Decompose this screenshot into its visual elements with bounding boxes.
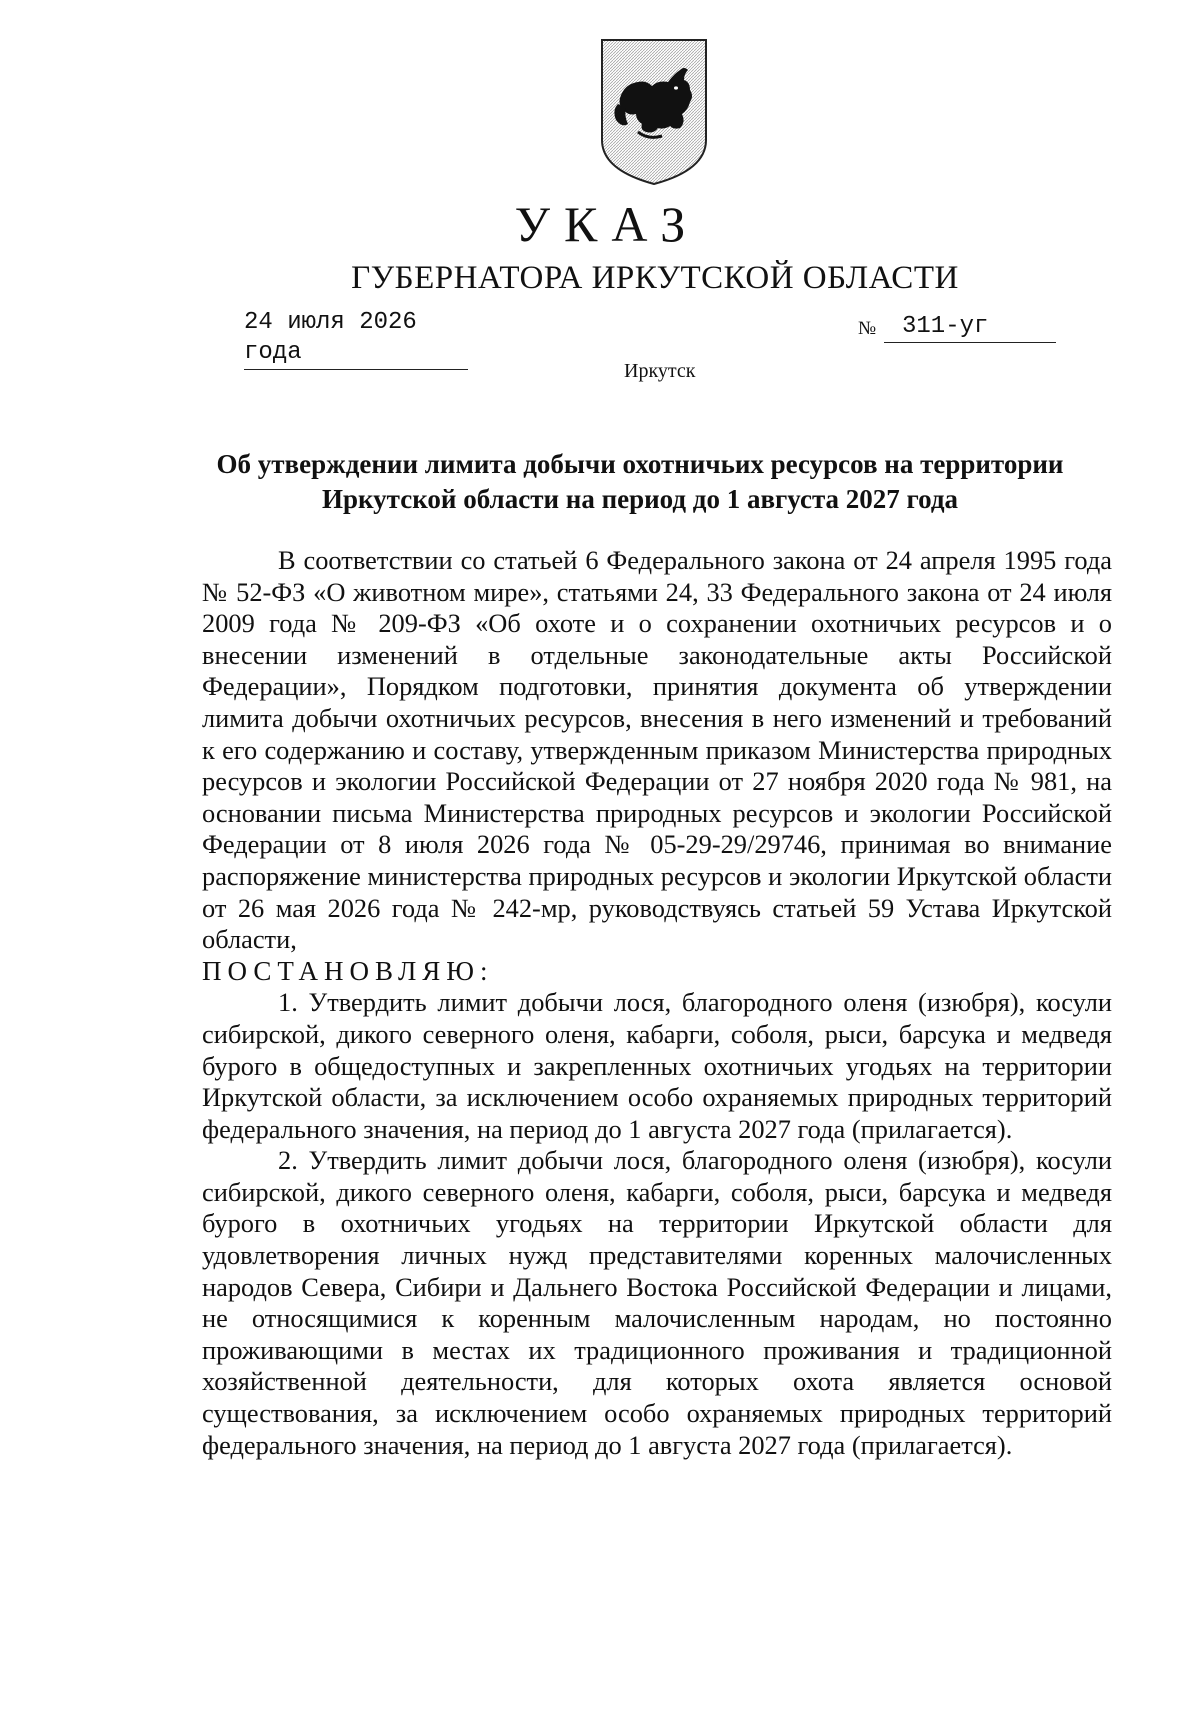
document-date: 24 июля 2026 года <box>244 308 468 370</box>
document-body <box>202 545 1112 1461</box>
list-item: 2. Утвердить лимит добычи лося, благородного оленя (изюбря), косули сибирской, дикого северного оленя, кабарги, соболя, рыси, барсука и медведя бурого в охотничьих угодьях на территории Иркутской области для удовлетворения личных нужд представителями коренных малочисленных народов Севера, Сибири и Дальнего Востока Российской Федерации и лицами, не относящимися к коренным малочисленным народам, но постоянно проживающими в местах их традиционного проживания и традиционной хозяйственной деятельности, для которых охота является основой существования, за исключением особо охраняемых природных территорий федерального значения, на период до 1 августа 2027 года (прилагается). <box>202 1145 1112 1460</box>
document-type-title: УКАЗ <box>514 196 700 252</box>
issuer-title: ГУБЕРНАТОРА ИРКУТСКОЙ ОБЛАСТИ <box>351 260 959 296</box>
preamble-paragraph: В соответствии со статьей 6 Федерального закона от 24 апреля 1995 года № 52-ФЗ «О животном мире», статьями 24, 33 Федерального закона от 24 июля 2009 года № 209-ФЗ «Об охоте и о сохранении охотничьих ресурсов и о внесении изменений в отдельные законодательные акты Российской Федерации», Порядком подготовки, принятия документа об утверждении лимита добычи охотничьих ресурсов, внесения в него изменений и требований к его содержанию и составу, утвержденным приказом Министерства природных ресурсов и экологии Российской Федерации от 27 ноября 2020 года № 981, на основании письма Министерства природных ресурсов и экологии Российской Федерации от 8 июля 2026 года № 05-29-29/29746, принимая во внимание распоряжение министерства природных ресурсов и экологии Иркутской области от 26 мая 2026 года № 242-мр, руководствуясь статьей 59 Устава Иркутской области, <box>202 545 1112 955</box>
number-label: № <box>858 318 877 339</box>
document-heading: Об утверждении лимита добычи охотничьих ресурсов на территории Иркутской области на период до 1 августа 2027 года <box>216 449 1064 514</box>
coat-of-arms-emblem <box>598 36 710 188</box>
decree-word: ПОСТАНОВЛЯЮ: <box>202 955 494 986</box>
document-number: 311-уг <box>884 312 1056 343</box>
city-name: Иркутск <box>624 360 696 382</box>
list-item: 1. Утвердить лимит добычи лося, благородного оленя (изюбря), косули сибирской, дикого северного оленя, кабарги, соболя, рыси, барсука и медведя бурого в общедоступных и закрепленных охотничьих угодьях на территории Иркутской области, за исключением особо охраняемых природных территорий федерального значения, на период до 1 августа 2027 года (прилагается). <box>202 987 1112 1144</box>
